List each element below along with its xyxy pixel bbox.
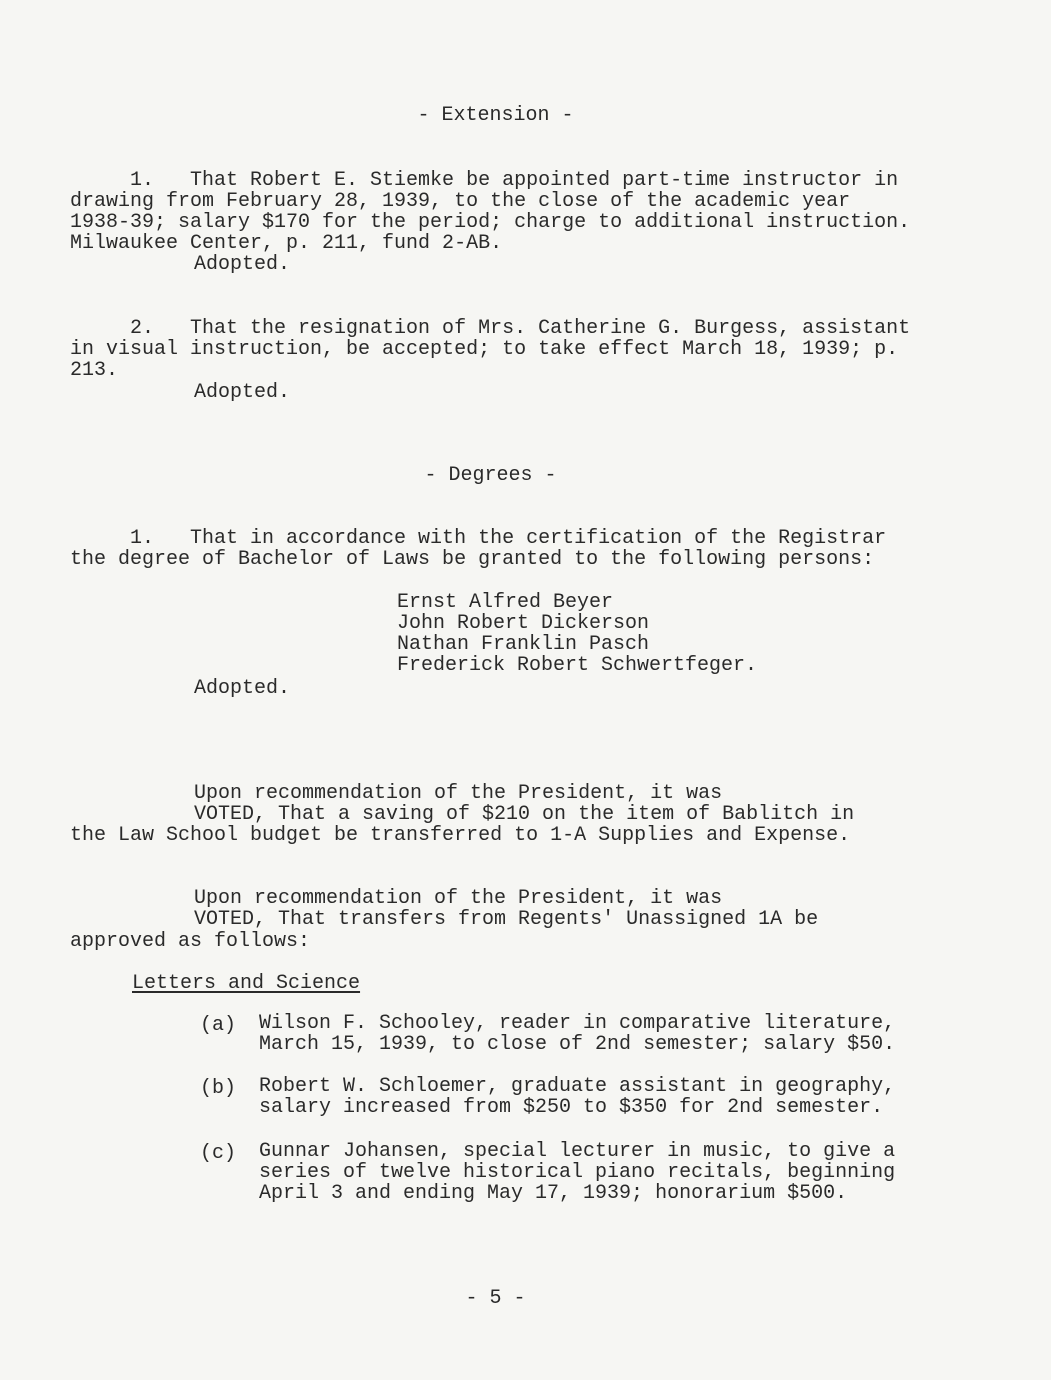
ls-item-c-line3: April 3 and ending May 17, 1939; honorarium $500.	[259, 1182, 848, 1205]
vote1-line1: Upon recommendation of the President, it was	[194, 782, 723, 805]
degrees-item1-line1: 1. That in accordance with the certification of the Registrar	[70, 527, 887, 550]
ls-item-a-marker: (a)	[200, 1014, 237, 1037]
extension-item1-line4: Milwaukee Center, p. 211, fund 2-AB.	[70, 232, 503, 255]
ls-item-a-line2: March 15, 1939, to close of 2nd semester; salary $50.	[259, 1033, 896, 1056]
ls-item-a-line1: Wilson F. Schooley, reader in comparative literature,	[259, 1012, 896, 1035]
vote1-line2: VOTED, That a saving of $210 on the item of Bablitch in	[194, 803, 855, 826]
vote2-line2: VOTED, That transfers from Regents' Unassigned 1A be	[194, 908, 819, 931]
ls-item-b-marker: (b)	[200, 1077, 237, 1100]
ls-item-b-line1: Robert W. Schloemer, graduate assistant in geography,	[259, 1075, 896, 1098]
extension-item2-status: Adopted.	[194, 381, 291, 404]
ls-item-c-line1: Gunnar Johansen, special lecturer in music, to give a	[259, 1140, 896, 1163]
degree-name-3: Nathan Franklin Pasch	[397, 633, 650, 656]
degrees-status: Adopted.	[194, 677, 291, 700]
degree-name-2: John Robert Dickerson	[397, 612, 650, 635]
extension-item1-line3: 1938-39; salary $170 for the period; charge to additional instruction.	[70, 211, 911, 234]
letters-science-heading: Letters and Science	[132, 972, 361, 995]
ls-item-c-marker: (c)	[200, 1142, 237, 1165]
degree-name-1: Ernst Alfred Beyer	[397, 591, 614, 614]
extension-item2-line2: in visual instruction, be accepted; to take effect March 18, 1939; p.	[70, 338, 899, 361]
extension-item1-line2: drawing from February 28, 1939, to the close of the academic year	[70, 190, 851, 213]
ls-item-c-line2: series of twelve historical piano recitals, beginning	[259, 1161, 896, 1184]
extension-item2-line1: 2. That the resignation of Mrs. Catherine G. Burgess, assistant	[70, 317, 911, 340]
vote2-line1: Upon recommendation of the President, it was	[194, 887, 723, 910]
ls-item-b-line2: salary increased from $250 to $350 for 2nd semester.	[259, 1096, 884, 1119]
extension-item1-status: Adopted.	[194, 253, 291, 276]
extension-item1-line1: 1. That Robert E. Stiemke be appointed part-time instructor in	[70, 169, 899, 192]
degrees-heading: - Degrees -	[424, 464, 557, 487]
page-number: - 5 -	[465, 1287, 526, 1310]
extension-heading: - Extension -	[417, 104, 574, 127]
degrees-item1-line2: the degree of Bachelor of Laws be granted to the following persons:	[70, 548, 875, 571]
degree-name-4: Frederick Robert Schwertfeger.	[397, 654, 758, 677]
vote1-line3: the Law School budget be transferred to 1-A Supplies and Expense.	[70, 824, 851, 847]
extension-item2-line3: 213.	[70, 359, 119, 382]
vote2-line3: approved as follows:	[70, 930, 311, 953]
